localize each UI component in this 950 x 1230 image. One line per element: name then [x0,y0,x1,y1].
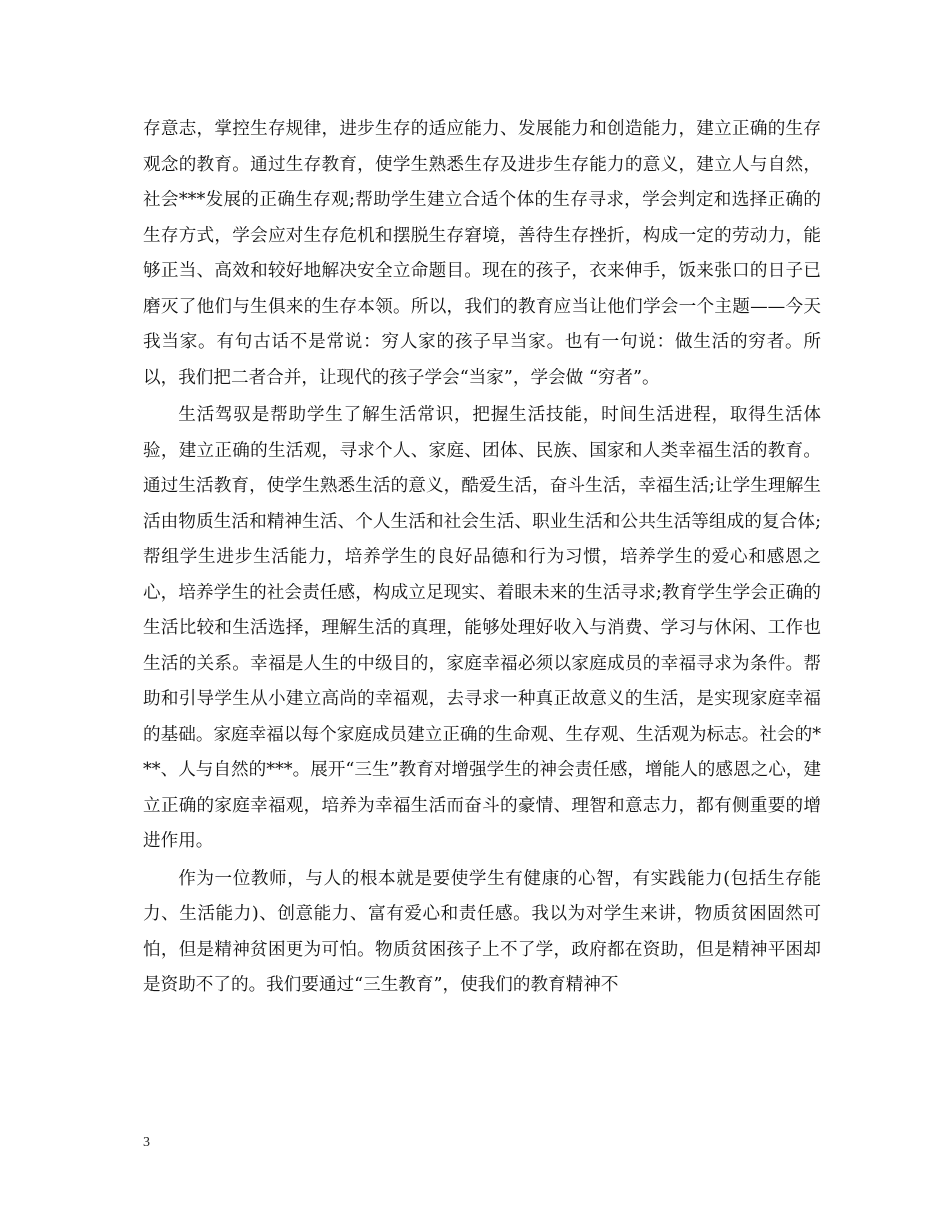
document-body [143,112,821,1006]
paragraph-3: 作为一位教师，与人的根本就是要使学生有健康的心智，有实践能力(包括生存能力、生活能力)、创意能力、富有爱心和责任感。我以为对学生来讲，物质贫困固然可怕，但是精神贫困更为可怕。物质贫困孩子上不了学，政府都在资助，但是精神平困却是资助不了的。我们要通过“三生教育”，使我们的教育精神不 [143,868,821,995]
page-number: 3 [143,1135,150,1150]
paragraph-1: 存意志，掌控生存规律，进步生存的适应能力、发展能力和创造能力，建立正确的生存观念的教育。通过生存教育，使学生熟悉生存及进步生存能力的意义，建立人与自然，社会***发展的正确生存观;帮助学生建立合适个体的生存寻求，学会判定和选择正确的生存方式，学会应对生存危机和摆脱生存窘境，善待生存挫折，构成一定的劳动力，能够正当、高效和较好地解决安全立命题目。现在的孩子，衣来伸手，饭来张口的日子已磨灭了他们与生俱来的生存本领。所以，我们的教育应当让他们学会一个主题——今天我当家。有句古话不是常说：穷人家的孩子早当家。也有一句说：做生活的穷者。所以，我们把二者合并，让现代的孩子学会“当家”，学会做 “穷者”。 [143,119,821,388]
paragraph-2: 生活驾驭是帮助学生了解生活常识，把握生活技能，时间生活进程，取得生活体验，建立正确的生活观，寻求个人、家庭、团体、民族、国家和人类幸福生活的教育。通过生活教育，使学生熟悉生活的意义，酷爱生活，奋斗生活，幸福生活;让学生理解生活由物质生活和精神生活、个人生活和社会生活、职业生活和公共生活等组成的复合体;帮组学生进步生活能力，培养学生的良好品德和行为习惯，培养学生的爱心和感恩之心，培养学生的社会责任感，构成立足现实、着眼未来的生活寻求;教育学生学会正确的生活比较和生活选择，理解生活的真理，能够处理好收入与消费、学习与休闲、工作也生活的关系。幸福是人生的中级目的，家庭幸福必须以家庭成员的幸福寻求为条件。帮助和引导学生从小建立高尚的幸福观，去寻求一种真正故意义的生活，是实现家庭幸福的基础。家庭幸福以每个家庭成员建立正确的生命观、生存观、生活观为标志。社会的***、人与自然的***。展开“三生”教育对增强学生的神会责任感，增能人的感恩之心，建立正确的家庭幸福观，培养为幸福生活而奋斗的豪情、理智和意志力，都有侧重要的增进作用。 [143,405,821,851]
